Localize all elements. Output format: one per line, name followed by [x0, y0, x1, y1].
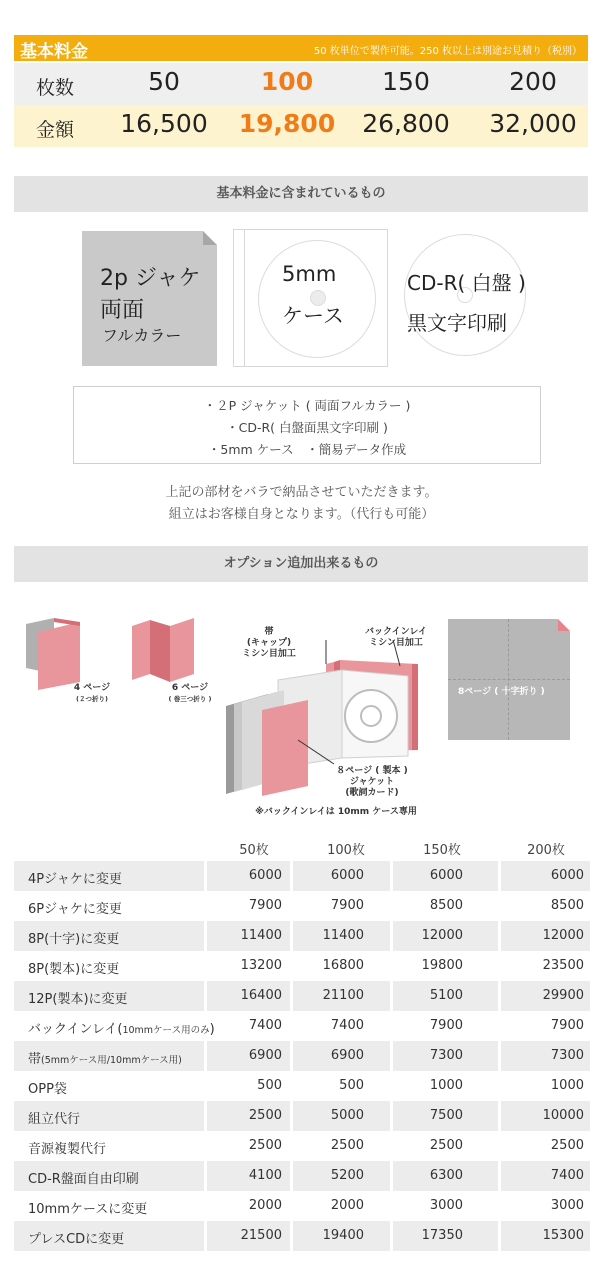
row-label — [28, 1228, 124, 1247]
price-cell: 2500 — [429, 1138, 463, 1153]
eight-page-booklet-label-3: (歌詞カード) — [345, 788, 399, 798]
page-fold-icon — [203, 231, 217, 245]
row-label-tail: ) — [209, 1022, 215, 1037]
quantity-label: 枚数 — [36, 77, 75, 99]
price-cell: 2000 — [330, 1198, 364, 1213]
jacket-text-2: 両面 — [100, 298, 145, 323]
quantity-cell: 50 — [148, 67, 180, 96]
jacket-text-3: フルカラー — [102, 326, 182, 345]
eight-page-booklet-label-1: ８ページ ( 製本 ) — [336, 766, 408, 776]
obi-label-3: ミシン目加工 — [242, 649, 296, 659]
column-separator — [498, 1041, 501, 1071]
price-cell: 2500 — [330, 1138, 364, 1153]
row-label — [28, 1108, 80, 1127]
table-row — [14, 1221, 590, 1251]
table-row — [14, 1191, 590, 1221]
column-separator — [204, 1221, 207, 1251]
basic-price-title: 基本料金 — [20, 42, 88, 62]
row-label — [28, 1138, 106, 1157]
price-cell: 11400 — [240, 928, 282, 943]
included-section-header: 基本料金に含まれているもの — [14, 176, 588, 212]
column-separator — [390, 921, 393, 951]
price-cell: 7500 — [429, 1108, 463, 1123]
case-illustration — [233, 229, 388, 367]
page-fold-icon — [558, 619, 570, 631]
price-cell: 7300 — [429, 1048, 463, 1063]
row-label — [28, 1018, 215, 1037]
price-cell: 13200 — [240, 958, 282, 973]
quantity-row — [14, 63, 588, 105]
price-cell: 6300 — [429, 1168, 463, 1183]
row-label-note: 10mmケース用のみ — [122, 1025, 210, 1036]
row-label — [28, 1078, 67, 1097]
row-label-text: プレスCDに変更 — [28, 1232, 125, 1247]
price-cell: 3000 — [550, 1198, 584, 1213]
column-separator — [290, 981, 293, 1011]
column-separator — [290, 1041, 293, 1071]
four-page-label-sub: (２つ折り) — [76, 695, 108, 703]
column-separator — [290, 861, 293, 891]
jacket-text-1: 2p ジャケ — [100, 266, 201, 291]
case-spine — [244, 230, 245, 366]
amount-cell: 16,500 — [120, 109, 208, 138]
price-cell: 12000 — [421, 928, 463, 943]
basic-price-header — [14, 35, 588, 61]
row-label-text: 8P(製本)に変更 — [28, 962, 120, 977]
price-cell: 7900 — [330, 898, 364, 913]
table-row — [14, 861, 590, 891]
price-cell: 23500 — [542, 958, 584, 973]
cdr-text-1: CD-R( 白盤 ) — [407, 271, 526, 295]
obi-label-2: (キャップ) — [246, 638, 292, 648]
six-page-jacket-illustration — [128, 612, 206, 690]
column-header: 150枚 — [423, 843, 461, 858]
column-separator — [498, 981, 501, 1011]
column-separator — [290, 1101, 293, 1131]
price-cell: 15300 — [542, 1228, 584, 1243]
column-separator — [390, 1221, 393, 1251]
fold-line-horizontal — [448, 679, 570, 680]
column-separator — [390, 1101, 393, 1131]
row-label-text: 4Pジャケに変更 — [28, 872, 122, 887]
column-separator — [204, 981, 207, 1011]
column-separator — [204, 1041, 207, 1071]
price-cell: 8500 — [550, 898, 584, 913]
column-header: 100枚 — [327, 843, 365, 858]
row-label — [28, 1198, 147, 1217]
back-inlay-label — [348, 627, 444, 649]
quantity-cell: 200 — [509, 67, 557, 96]
table-row — [14, 1041, 590, 1071]
amount-cell: 26,800 — [362, 109, 450, 138]
basic-price-note: 50 枚単位で製作可能。250 枚以上は別途お見積り（税別） — [313, 46, 582, 57]
column-separator — [498, 861, 501, 891]
price-cell: 19400 — [322, 1228, 364, 1243]
row-label-text: 帯 — [28, 1052, 42, 1067]
price-cell: 21500 — [240, 1228, 282, 1243]
price-cell: 6000 — [248, 868, 282, 883]
price-cell: 2000 — [248, 1198, 282, 1213]
price-cell: 29900 — [542, 988, 584, 1003]
table-header-row — [14, 833, 590, 861]
included-list-box — [73, 386, 541, 464]
amount-cell: 32,000 — [489, 109, 577, 138]
price-cell: 12000 — [542, 928, 584, 943]
row-label — [28, 988, 128, 1007]
included-note-1: 上記の部材をバラで納品させていただきます。 — [165, 485, 438, 500]
price-cell: 16400 — [240, 988, 282, 1003]
row-label-text: 音源複製代行 — [28, 1142, 107, 1157]
price-cell: 2500 — [248, 1138, 282, 1153]
price-cell: 7300 — [550, 1048, 584, 1063]
price-cell: 2500 — [248, 1108, 282, 1123]
jacket-illustration — [82, 231, 217, 366]
column-separator — [498, 1161, 501, 1191]
back-inlay-note: ※バックインレイは 10mm ケース専用 — [255, 807, 417, 817]
price-cell: 5100 — [429, 988, 463, 1003]
price-cell: 6000 — [550, 868, 584, 883]
price-cell: 7900 — [550, 1018, 584, 1033]
price-cell: 19800 — [421, 958, 463, 973]
quantity-cell: 150 — [382, 67, 430, 96]
table-row — [14, 1131, 590, 1161]
price-cell: 7400 — [330, 1018, 364, 1033]
case-text-1: 5mm — [282, 262, 337, 286]
eight-page-cross-fold-illustration — [448, 619, 570, 740]
row-label-text: 6Pジャケに変更 — [28, 902, 122, 917]
price-cell: 1000 — [429, 1078, 463, 1093]
table-row — [14, 921, 590, 951]
back-inlay-label-1: バックインレイ — [365, 627, 427, 637]
price-cell: 1000 — [550, 1078, 584, 1093]
price-cell: 5000 — [330, 1108, 364, 1123]
column-separator — [290, 1161, 293, 1191]
column-separator — [498, 1221, 501, 1251]
price-cell: 7400 — [248, 1018, 282, 1033]
row-label — [28, 868, 122, 887]
table-row — [14, 891, 590, 921]
row-label — [28, 898, 122, 917]
obi-label-1: 帯 — [264, 627, 274, 637]
row-label-text: バックインレイ( — [28, 1022, 123, 1037]
included-list-item: ・5mm ケース ・簡易データ作成 — [207, 442, 407, 457]
row-label — [28, 1048, 182, 1067]
price-cell: 500 — [339, 1078, 364, 1093]
row-label — [28, 928, 119, 947]
column-separator — [390, 1041, 393, 1071]
case-text-2: ケース — [282, 304, 344, 328]
back-inlay-label-2: ミシン目加工 — [369, 638, 423, 648]
four-page-jacket-illustration — [20, 612, 100, 690]
price-cell: 6900 — [248, 1048, 282, 1063]
table-row — [14, 1071, 590, 1101]
row-label-text: 10mmケースに変更 — [28, 1202, 148, 1217]
eight-page-booklet-label-2: ジャケット — [349, 777, 395, 787]
cdr-illustration — [404, 234, 526, 356]
row-label-text: OPP袋 — [28, 1082, 67, 1097]
amount-label: 金額 — [36, 119, 75, 141]
price-cell: 4100 — [248, 1168, 282, 1183]
price-cell: 7900 — [429, 1018, 463, 1033]
eight-page-booklet-label — [322, 766, 422, 799]
price-cell: 500 — [257, 1078, 282, 1093]
column-separator — [498, 1101, 501, 1131]
column-header: 50枚 — [239, 843, 269, 858]
table-row — [14, 951, 590, 981]
price-cell: 3000 — [429, 1198, 463, 1213]
price-cell: 16800 — [322, 958, 364, 973]
column-separator — [204, 861, 207, 891]
six-page-label-sub: ( 巻三つ折り ) — [168, 695, 212, 703]
included-list-item: ・２P ジャケット ( 両面フルカラー ) — [203, 398, 411, 413]
four-page-label-text: 4 ページ — [73, 683, 111, 693]
table-row — [14, 981, 590, 1011]
column-separator — [204, 921, 207, 951]
amount-cell-highlight: 19,800 — [238, 109, 336, 138]
row-label — [28, 958, 119, 977]
included-note-2: 組立はお客様自身となります。（代行も可能） — [168, 507, 435, 522]
price-cell: 10000 — [542, 1108, 584, 1123]
column-separator — [204, 1101, 207, 1131]
table-row — [14, 1101, 590, 1131]
row-label-text: 12P(製本)に変更 — [28, 992, 128, 1007]
six-page-label-text: 6 ページ — [171, 683, 209, 693]
price-cell: 6000 — [429, 868, 463, 883]
column-header: 200枚 — [527, 843, 565, 858]
row-label-text: 組立代行 — [28, 1112, 81, 1127]
price-cell: 7400 — [550, 1168, 584, 1183]
price-cell: 6000 — [330, 868, 364, 883]
column-separator — [390, 981, 393, 1011]
column-separator — [290, 921, 293, 951]
column-separator — [290, 1221, 293, 1251]
price-cell: 8500 — [429, 898, 463, 913]
cdr-text-2: 黒文字印刷 — [407, 311, 507, 335]
options-section-header: オプション追加出来るもの — [14, 546, 588, 582]
quantity-cell-highlight: 100 — [260, 67, 314, 96]
price-cell: 21100 — [322, 988, 364, 1003]
row-label-text: 8P(十字)に変更 — [28, 932, 120, 947]
price-cell: 6900 — [330, 1048, 364, 1063]
amount-row — [14, 105, 588, 147]
column-separator — [390, 861, 393, 891]
row-label — [28, 1168, 139, 1187]
four-page-label — [52, 683, 132, 705]
price-cell: 2500 — [550, 1138, 584, 1153]
column-separator — [498, 921, 501, 951]
included-list-item: ・CD-R( 白盤面黒文字印刷 ) — [226, 420, 388, 435]
six-page-label — [150, 683, 230, 705]
price-cell: 17350 — [421, 1228, 463, 1243]
table-row — [14, 1161, 590, 1191]
column-separator — [204, 1161, 207, 1191]
price-cell: 5200 — [330, 1168, 364, 1183]
price-cell: 11400 — [322, 928, 364, 943]
row-label-note: (5mmケース用/10mmケース用) — [41, 1055, 182, 1066]
options-price-table — [14, 833, 590, 1251]
obi-label — [232, 627, 306, 660]
price-cell: 7900 — [248, 898, 282, 913]
eight-page-cross-label: 8ページ ( 十字折り ) — [458, 687, 545, 697]
table-body — [14, 861, 590, 1251]
table-row — [14, 1011, 590, 1041]
row-label-text: CD-R盤面自由印刷 — [28, 1172, 139, 1187]
column-separator — [390, 1161, 393, 1191]
